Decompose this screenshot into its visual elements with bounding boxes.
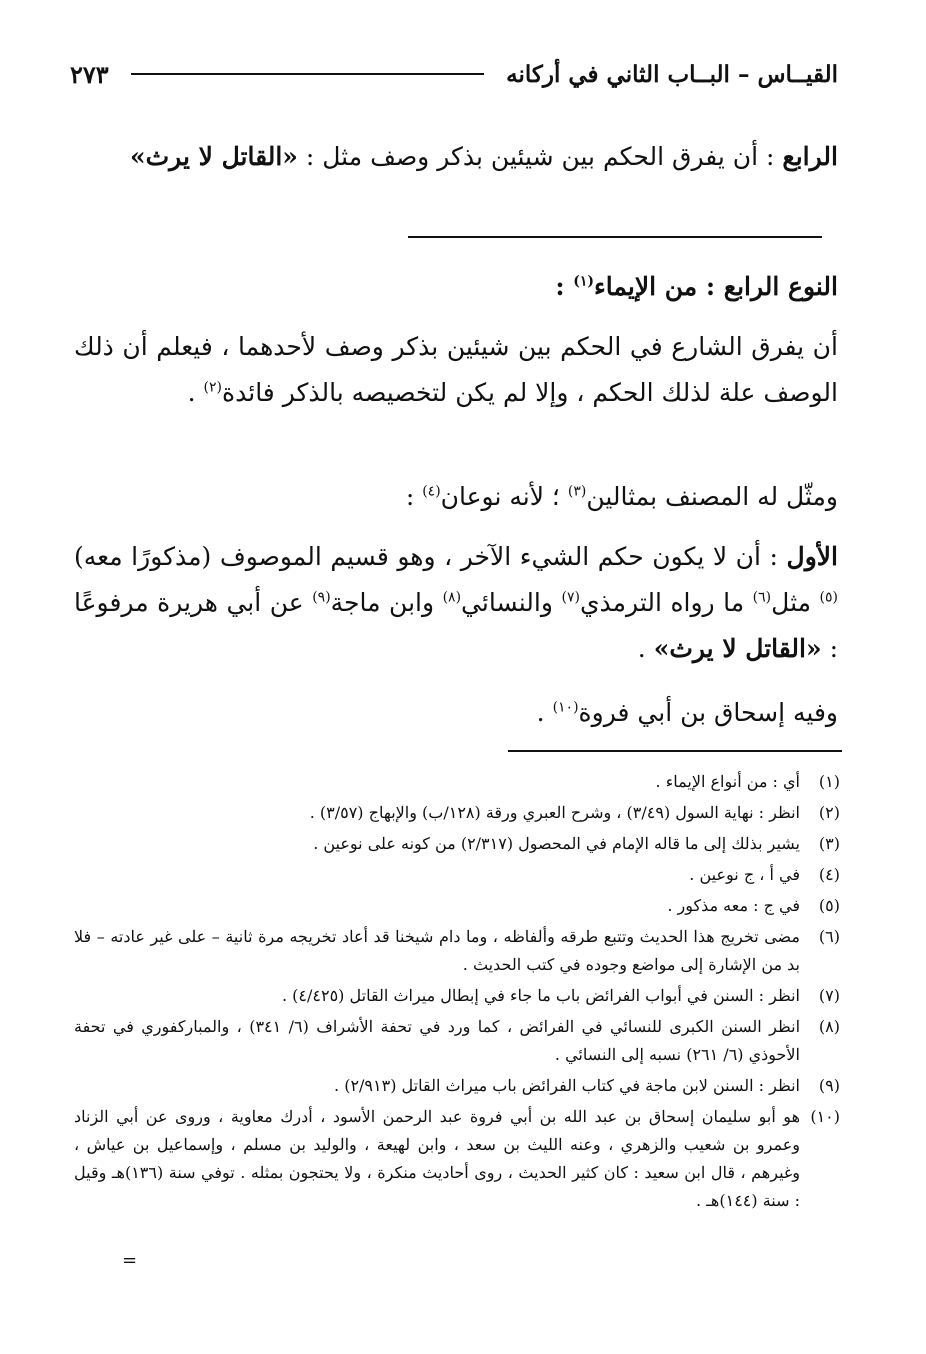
paragraph-1 — [74, 324, 838, 416]
paragraph-1-tail: . — [187, 378, 204, 407]
footnote-text: انظر : نهاية السول (٣/٤٩) ، وشرح العبري ورقة (١٢٨/ب) والإبهاج (٣/٥٧) . — [309, 803, 800, 822]
paragraph-2-text — [74, 474, 838, 520]
footnote-number: (٣) — [818, 834, 840, 853]
footnote-ref-2[interactable]: (٢) — [203, 379, 223, 396]
footnote-ref-8[interactable]: (٨) — [442, 589, 462, 606]
footnote-text: أي : من أنواع الإيماء . — [655, 772, 800, 791]
paragraph-3-tail: . — [637, 634, 654, 663]
paragraph-3-part-3: ما رواه الترمذي — [579, 588, 753, 617]
section-heading — [74, 264, 838, 310]
paragraph-3-part-5: وابن ماجة — [330, 588, 443, 617]
footnote — [74, 830, 840, 858]
footnote-ref-1[interactable]: (١) — [573, 273, 595, 290]
footnote-number: (٩) — [818, 1076, 840, 1095]
paragraph-4-body: وفيه إسحاق بن أبي فروة — [578, 698, 838, 727]
paragraph-3-part-2: مثل — [771, 588, 820, 617]
continuation-mark: = — [122, 1250, 138, 1271]
footnote-ref-7[interactable]: (٧) — [561, 589, 580, 606]
footnote-separator — [508, 750, 842, 752]
paragraph-3-lead: الأول — [786, 542, 838, 571]
paragraph-3-text — [74, 534, 838, 672]
footnote-number: (٧) — [818, 986, 840, 1005]
paragraph-2-body-2: ؛ لأنه نوعان — [440, 482, 568, 511]
footnote-ref-4[interactable]: (٤) — [422, 483, 441, 500]
footnote — [74, 982, 840, 1010]
footnote-ref-10[interactable]: (١٠) — [552, 699, 579, 716]
footnote — [74, 799, 840, 827]
top-section-text: : أن يفرق الحكم بين شيئين بذكر وصف مثل : — [297, 142, 783, 171]
footnote-number: (٢) — [818, 803, 840, 822]
top-section-quote: «القاتل لا يرث» — [130, 142, 298, 171]
paragraph-3-part-6: عن أبي هريرة مرفوعًا : — [74, 588, 838, 663]
footnote-text: في أ ، ج نوعين . — [689, 865, 800, 884]
footnote-text: انظر : السنن في أبواب الفرائض باب ما جاء في إبطال ميراث القاتل (٤/٤٢٥) . — [281, 986, 800, 1005]
footnote-text: في ج : معه مذكور . — [667, 896, 800, 915]
footnote-ref-3[interactable]: (٣) — [567, 483, 587, 500]
footnote — [74, 892, 840, 920]
footnote-ref-6[interactable]: (٦) — [752, 589, 772, 606]
footnotes — [74, 768, 840, 1218]
footnote-ref-5[interactable]: (٥) — [819, 589, 838, 606]
section-divider-rule — [408, 236, 822, 238]
footnote-number: (٤) — [818, 865, 840, 884]
page-number: ٢٧٣ — [70, 59, 109, 89]
running-title: القيــاس – البــاب الثاني في أركانه — [506, 60, 838, 88]
footnote — [74, 923, 840, 979]
top-section-lead: الرابع — [782, 142, 838, 171]
paragraph-2 — [74, 474, 838, 520]
running-header — [70, 56, 838, 92]
section-heading-text: النوع الرابع : من الإيماء — [594, 272, 838, 301]
footnote-number: (١) — [818, 772, 840, 791]
footnote — [74, 1072, 840, 1100]
paragraph-3-part-1: : أن لا يكون حكم الشيء الآخر ، وهو قسيم الموصوف (مذكورًا معه) — [74, 542, 787, 571]
footnote-text: انظر السنن الكبرى للنسائي في الفرائض ، كما ورد في تحفة الأشراف (٦/ ٣٤١) ، والمباركفوري في تحفة الأحوذي (٦/ ٢٦١) نسبه إلى النسائي . — [74, 1017, 801, 1064]
footnote-number: (١٠) — [810, 1107, 840, 1126]
paragraph-3 — [74, 534, 838, 672]
footnote-text: هو أبو سليمان إسحاق بن عبد الله بن أبي فروة عبد الرحمن الأسود ، أدرك معاوية ، وروى عن أبي الزناد وعمرو بن شعيب والزهري ، وعنه الليث بن سعد ، وابن لهيعة ، والوليد بن مسلم ، وإسماعيل بن عياش ، وغيرهم ، قال ابن سعيد : كان كثير الحديث ، روى أحاديث منكرة ، ولا يحتجون بمثله . توفي سنة (١٣٦)هـ وقيل : سنة (١٤٤)هـ . — [74, 1107, 800, 1210]
top-section — [74, 134, 838, 180]
paragraph-4 — [74, 690, 838, 736]
footnote-ref-9[interactable]: (٩) — [312, 589, 331, 606]
footnote-text: يشير بذلك إلى ما قاله الإمام في المحصول (٢/٣١٧) من كونه على نوعين . — [313, 834, 800, 853]
footnote — [74, 768, 840, 796]
footnote — [74, 1013, 840, 1069]
footnote — [74, 1103, 840, 1215]
footnote — [74, 861, 840, 889]
paragraph-2-body: ومثّل له المصنف بمثالين — [586, 482, 838, 511]
section-heading-tail: : — [555, 272, 574, 301]
footnote-text: مضى تخريج هذا الحديث وتتبع طرقه وألفاظه ، وما دام شيخنا قد أعاد تخريجه مرة ثانية – على غير عادته – فلا بد من الإشارة إلى مواضع وجوده في كتب الحديث . — [74, 927, 800, 974]
footnote-number: (٦) — [818, 927, 840, 946]
footnote-text: انظر : السنن لابن ماجة في كتاب الفرائض باب ميراث القاتل (٢/٩١٣) . — [334, 1076, 800, 1095]
footnote-number: (٨) — [818, 1017, 840, 1036]
header-rule — [131, 73, 485, 75]
paragraph-1-text — [74, 324, 838, 416]
paragraph-4-text — [74, 690, 838, 736]
footnote-number: (٥) — [818, 896, 840, 915]
paragraph-2-tail: : — [405, 482, 423, 511]
paragraph-3-part-4: والنسائي — [461, 588, 562, 617]
paragraph-3-quote: «القاتل لا يرث» — [653, 634, 822, 663]
paragraph-4-tail: . — [536, 698, 553, 727]
section-heading-block — [74, 264, 838, 310]
top-section-paragraph — [74, 134, 838, 180]
paragraph-1-body: أن يفرق الشارع في الحكم بين شيئين بذكر وصف لأحدهما ، فيعلم أن ذلك الوصف علة لذلك الحكم ، وإلا لم يكن لتخصيصه بالذكر فائدة — [74, 332, 838, 407]
